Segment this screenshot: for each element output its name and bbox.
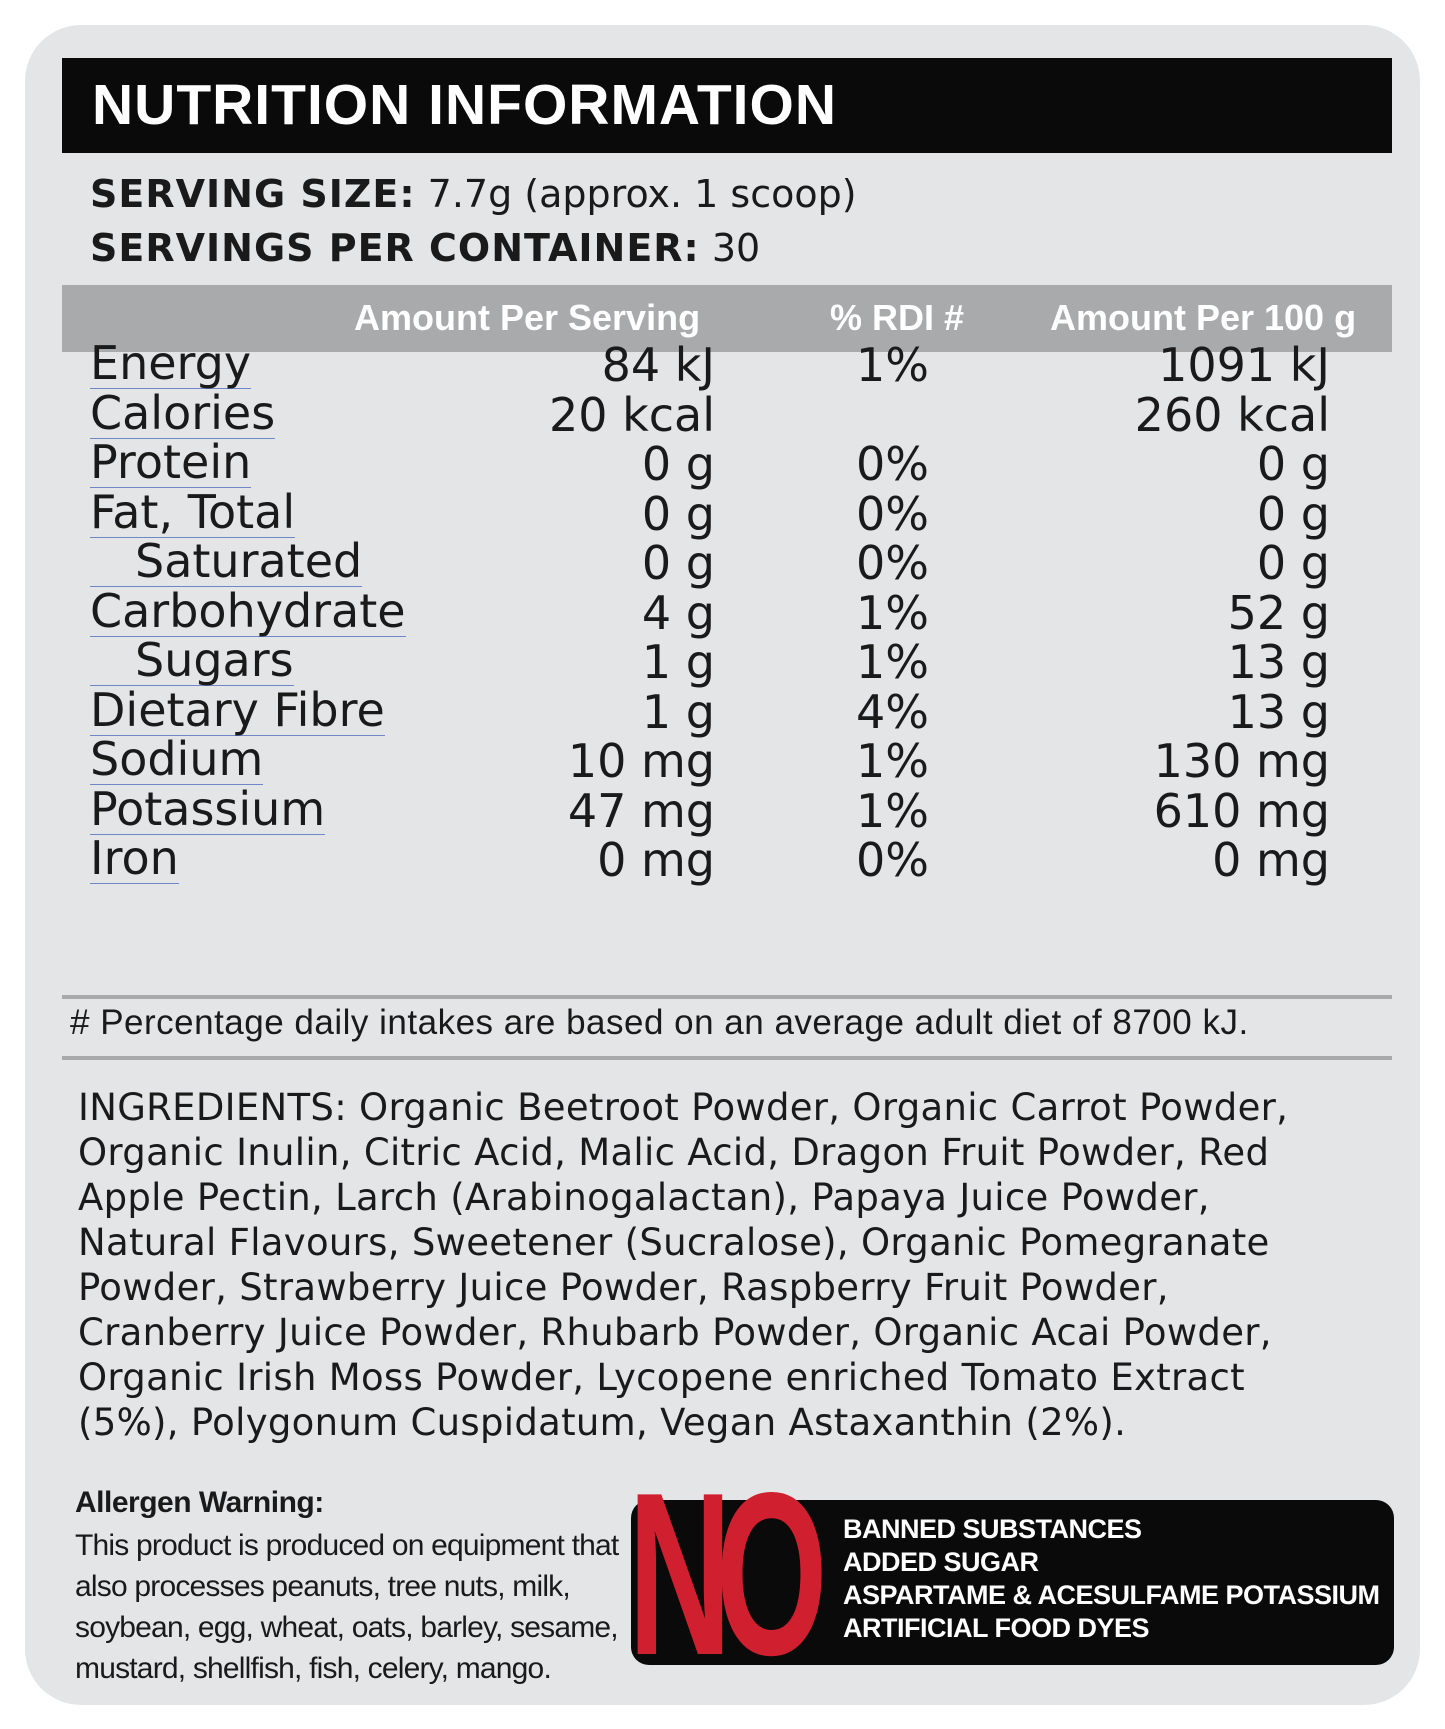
serving-size-line bbox=[90, 172, 857, 216]
amount-per-serving: 0 g bbox=[641, 487, 715, 541]
amount-per-serving: 4 g bbox=[641, 586, 715, 640]
ingredients-line: Apple Pectin, Larch (Arabinogalactan), Papaya Juice Powder, bbox=[78, 1176, 1210, 1219]
amount-per-serving: 47 mg bbox=[567, 784, 715, 838]
amount-per-100g: 0 g bbox=[1256, 536, 1330, 590]
nutrient-name: Iron bbox=[90, 831, 179, 885]
amount-per-serving: 1 g bbox=[641, 685, 715, 739]
rdi-percent: 1% bbox=[856, 734, 929, 788]
rdi-footnote: # Percentage daily intakes are based on an average adult diet of 8700 kJ. bbox=[70, 1003, 1249, 1042]
ingredients-line: Natural Flavours, Sweetener (Sucralose), Organic Pomegranate bbox=[78, 1221, 1270, 1264]
amount-per-serving: 1 g bbox=[641, 635, 715, 689]
amount-per-100g: 13 g bbox=[1227, 685, 1330, 739]
ingredients-line: Cranberry Juice Powder, Rhubarb Powder, Organic Acai Powder, bbox=[78, 1311, 1272, 1354]
serving-size-value: 7.7g (approx. 1 scoop) bbox=[427, 172, 857, 216]
amount-per-serving: 0 mg bbox=[597, 833, 715, 887]
allergen-warning-text bbox=[75, 1525, 635, 1689]
servings-per-container-line bbox=[90, 226, 760, 270]
nutrient-name: Carbohydrate bbox=[90, 584, 406, 638]
allergen-warning-title: Allergen Warning: bbox=[75, 1486, 324, 1519]
no-badge-word: NO bbox=[628, 1445, 812, 1704]
ingredients-line: Organic Inulin, Citric Acid, Malic Acid, Dragon Fruit Powder, Red bbox=[78, 1131, 1270, 1174]
amount-per-serving: 10 mg bbox=[567, 734, 715, 788]
no-badge-item: ARTIFICIAL FOOD DYES bbox=[843, 1613, 1150, 1643]
allergen-line: This product is produced on equipment that bbox=[75, 1529, 619, 1562]
amount-per-100g: 13 g bbox=[1227, 635, 1330, 689]
nutrient-name: Sugars bbox=[90, 635, 294, 686]
rdi-percent: 0% bbox=[856, 833, 929, 887]
nutrient-row bbox=[0, 833, 1445, 888]
ingredients-line: INGREDIENTS: Organic Beetroot Powder, Organic Carrot Powder, bbox=[78, 1086, 1289, 1129]
serving-size-label: SERVING SIZE: bbox=[90, 172, 416, 216]
nutrient-name: Protein bbox=[90, 435, 252, 489]
amount-per-serving: 0 g bbox=[641, 437, 715, 491]
allergen-line: soybean, egg, wheat, oats, barley, sesame, bbox=[75, 1611, 618, 1644]
nutrient-name: Saturated bbox=[90, 536, 362, 587]
title-bar bbox=[62, 58, 1392, 153]
label-title: NUTRITION INFORMATION bbox=[92, 73, 838, 137]
divider bbox=[62, 1056, 1392, 1060]
rdi-percent: 0% bbox=[856, 536, 929, 590]
header-rdi: % RDI # bbox=[830, 297, 965, 338]
ingredients-line: (5%), Polygonum Cuspidatum, Vegan Astaxanthin (2%). bbox=[78, 1401, 1127, 1444]
amount-per-100g: 0 g bbox=[1256, 437, 1330, 491]
nutrient-row bbox=[0, 635, 1445, 690]
no-badge-item: BANNED SUBSTANCES bbox=[843, 1514, 1142, 1544]
nutrient-row bbox=[0, 784, 1445, 839]
nutrient-name: Calories bbox=[90, 386, 276, 440]
nutrient-row bbox=[0, 734, 1445, 789]
amount-per-serving: 84 kJ bbox=[601, 338, 715, 392]
ingredients-line: Organic Irish Moss Powder, Lycopene enriched Tomato Extract bbox=[78, 1356, 1245, 1399]
nutrient-name: Potassium bbox=[90, 782, 326, 836]
nutrient-row bbox=[0, 338, 1445, 393]
amount-per-100g: 0 g bbox=[1256, 487, 1330, 541]
no-badge-item: ASPARTAME & ACESULFAME POTASSIUM bbox=[843, 1580, 1380, 1610]
amount-per-100g: 260 kcal bbox=[1134, 388, 1330, 442]
no-badge-item: ADDED SUGAR bbox=[843, 1547, 1039, 1577]
amount-per-100g: 0 mg bbox=[1212, 833, 1330, 887]
header-per-100g: Amount Per 100 g bbox=[1050, 297, 1357, 338]
nutrient-name: Energy bbox=[90, 336, 252, 390]
nutrient-name: Dietary Fibre bbox=[90, 683, 385, 737]
amount-per-serving: 0 g bbox=[641, 536, 715, 590]
amount-per-serving: 20 kcal bbox=[548, 388, 715, 442]
servings-per-container-value: 30 bbox=[711, 226, 761, 270]
rdi-percent: 1% bbox=[856, 784, 929, 838]
ingredients-line: Powder, Strawberry Juice Powder, Raspberry Fruit Powder, bbox=[78, 1266, 1169, 1309]
rdi-percent: 0% bbox=[856, 487, 929, 541]
rdi-percent: 1% bbox=[856, 586, 929, 640]
servings-per-container-label: SERVINGS PER CONTAINER: bbox=[90, 226, 700, 270]
rdi-percent: 1% bbox=[856, 635, 929, 689]
allergen-line: mustard, shellfish, fish, celery, mango. bbox=[75, 1652, 551, 1685]
nutrient-row bbox=[0, 437, 1445, 492]
amount-per-100g: 610 mg bbox=[1153, 784, 1330, 838]
nutrient-row bbox=[0, 536, 1445, 591]
allergen-line: also processes peanuts, tree nuts, milk, bbox=[75, 1570, 570, 1603]
rdi-percent: 4% bbox=[856, 685, 929, 739]
rdi-percent: 0% bbox=[856, 437, 929, 491]
amount-per-100g: 1091 kJ bbox=[1158, 338, 1330, 392]
header-per-serving: Amount Per Serving bbox=[354, 297, 701, 338]
amount-per-100g: 52 g bbox=[1227, 586, 1330, 640]
divider bbox=[62, 995, 1392, 999]
amount-per-100g: 130 mg bbox=[1153, 734, 1330, 788]
nutrient-name: Sodium bbox=[90, 732, 264, 786]
no-badge-list bbox=[843, 1513, 1380, 1645]
rdi-percent: 1% bbox=[856, 338, 929, 392]
ingredients-text bbox=[78, 1085, 1398, 1445]
nutrient-name: Fat, Total bbox=[90, 485, 296, 539]
